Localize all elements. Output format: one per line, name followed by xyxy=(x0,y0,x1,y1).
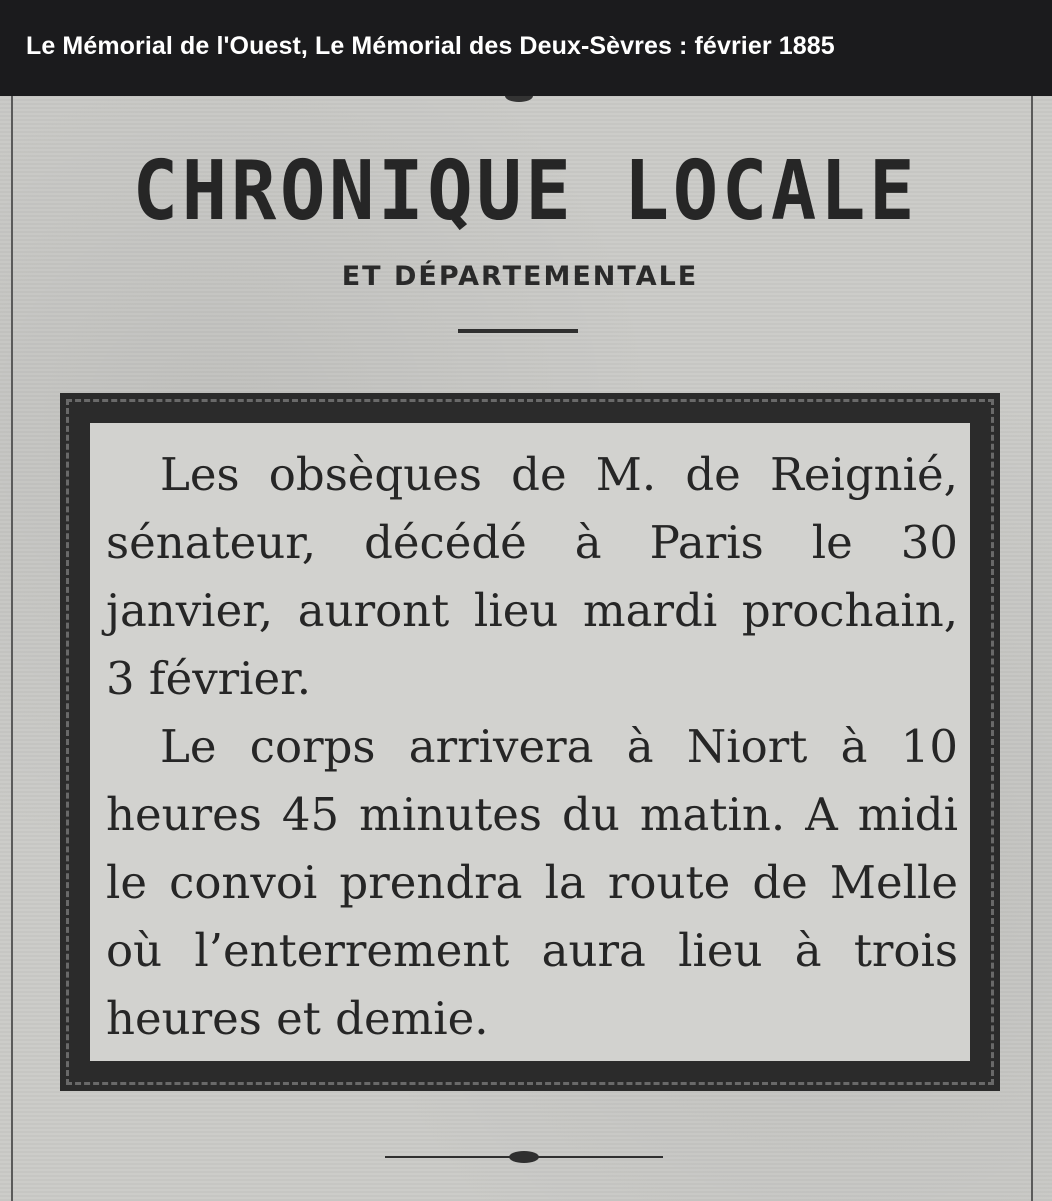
notice-paragraph-2: Le corps arrivera à Niort à 10 heures 45 minutes du matin. A midi le convoi prendra la route de Melle où l’enterrement aura lieu à trois heures et demie. xyxy=(106,720,958,1045)
mourning-border-box xyxy=(60,393,1000,1091)
top-ornament-icon xyxy=(505,96,533,102)
obituary-notice xyxy=(106,441,958,1053)
section-title: CHRONIQUE LOCALE xyxy=(132,144,919,239)
title-divider xyxy=(458,329,578,333)
section-subtitle: ET DÉPARTEMENTALE xyxy=(341,261,699,292)
document-caption: Le Mémorial de l'Ouest, Le Mémorial des Deux-Sèvres : février 1885 xyxy=(26,31,835,60)
newspaper-scan xyxy=(0,96,1052,1201)
title-bar xyxy=(0,0,1052,96)
notice-paragraph-1: Les obsèques de M. de Reignié, sénateur, décédé à Paris le 30 janvier, auront lieu mardi prochain, 3 février. xyxy=(106,448,958,705)
bottom-ornament-icon xyxy=(385,1151,663,1163)
ornament-dot xyxy=(509,1151,539,1163)
